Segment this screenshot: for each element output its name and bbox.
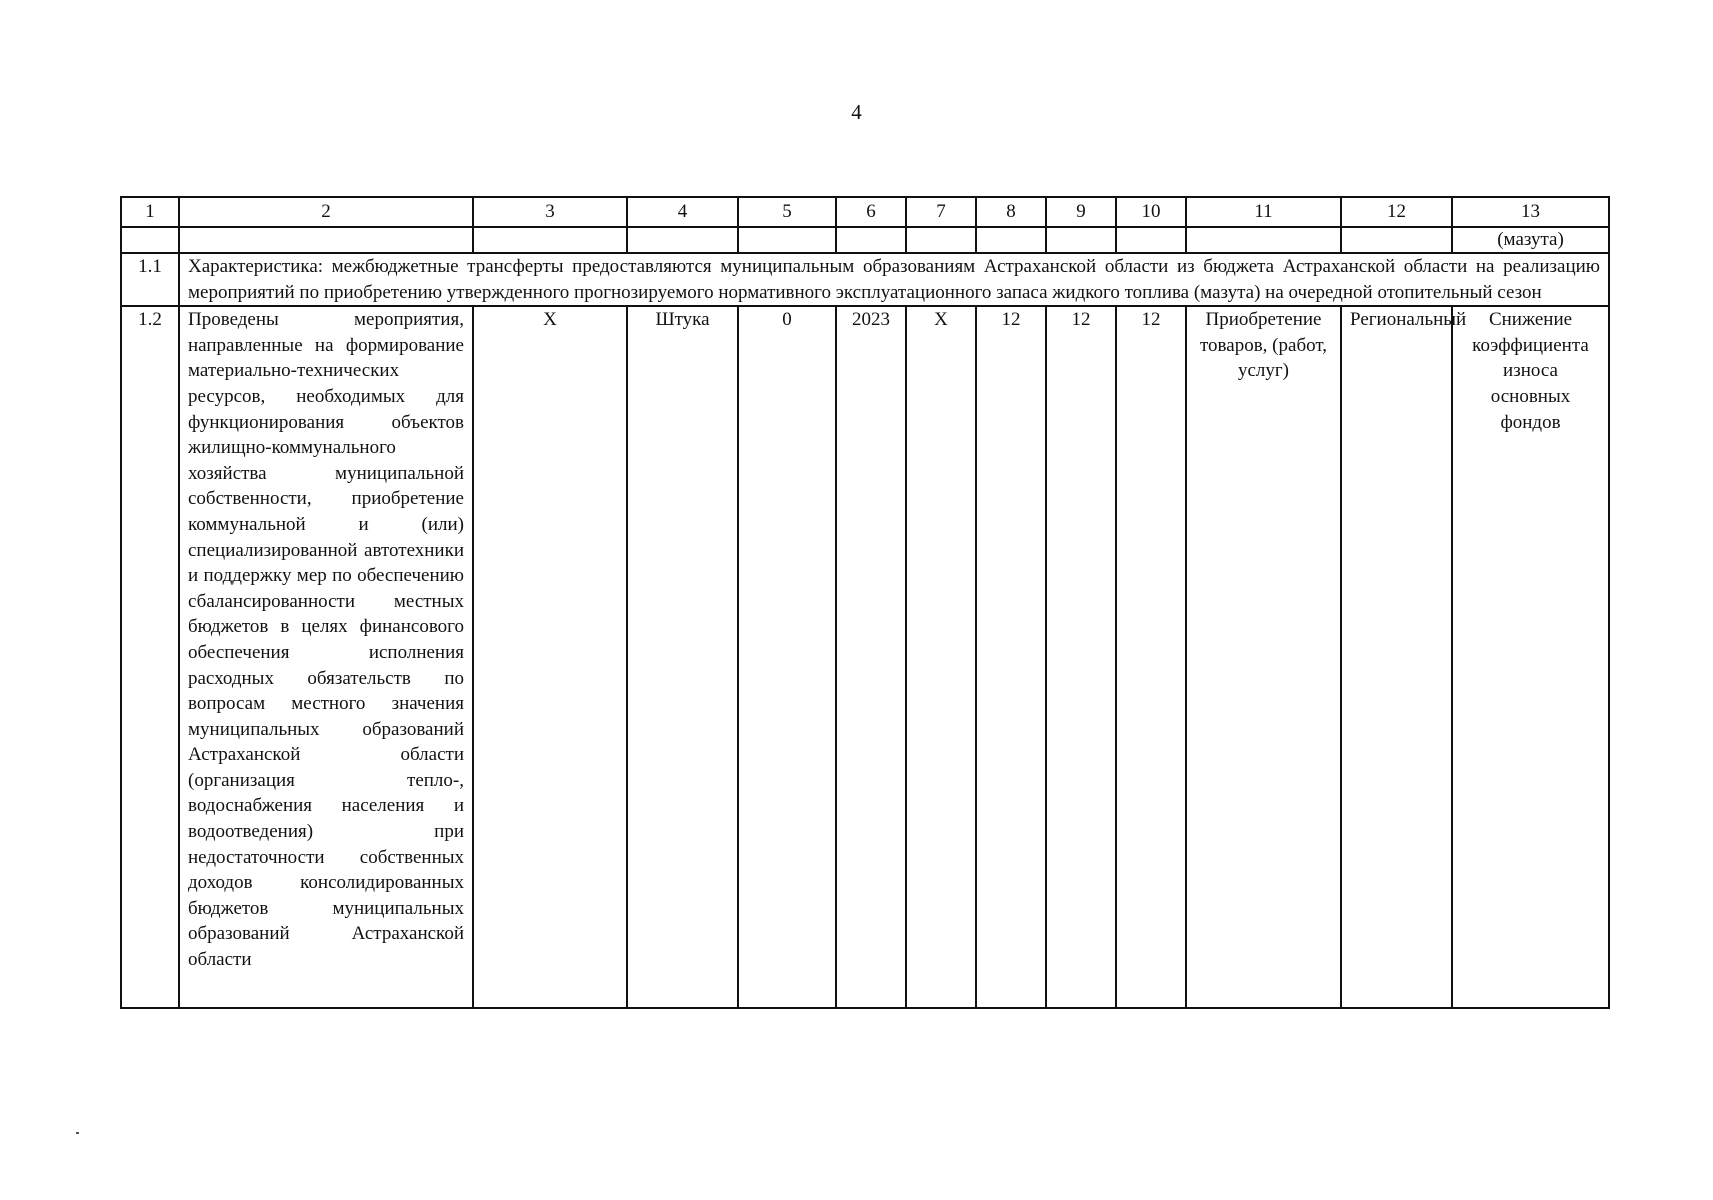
characteristic-number: 1.1 — [121, 253, 179, 306]
cont-cell-10 — [1116, 227, 1186, 253]
column-number-11: 11 — [1186, 197, 1341, 227]
item-row — [121, 306, 1609, 1008]
column-number-13: 13 — [1452, 197, 1609, 227]
column-number-7: 7 — [906, 197, 976, 227]
item-col9: 12 — [1046, 306, 1116, 1008]
continuation-row — [121, 227, 1609, 253]
cont-cell-4 — [627, 227, 738, 253]
scan-dot — [76, 1132, 79, 1134]
cont-cell-7 — [906, 227, 976, 253]
column-number-1: 1 — [121, 197, 179, 227]
item-base-value: 0 — [738, 306, 836, 1008]
column-number-5: 5 — [738, 197, 836, 227]
item-col3: Х — [473, 306, 627, 1008]
cont-cell-3 — [473, 227, 627, 253]
cont-cell-8 — [976, 227, 1046, 253]
cont-cell-6 — [836, 227, 906, 253]
item-col8: 12 — [976, 306, 1046, 1008]
item-col10: 12 — [1116, 306, 1186, 1008]
item-col7: Х — [906, 306, 976, 1008]
measures-table — [120, 196, 1610, 1009]
item-description: Проведены мероприятия, направленные на формирование материально-технических ресурсов, необходимых для функционирования объектов жилищно-коммунального хозяйства муниципальной собственности, приобретение коммунальной и (или) специализированной автотехники и поддержку мер по обеспечению сбалансированности местных бюджетов в целях финансового обеспечения исполнения расходных обязательств по вопросам местного значения муниципальных образований Астраханской области (организация тепло-, водоснабжения населения и водоотведения) при недостаточности собственных доходов консолидированных бюджетов муниципальных образований Астраханской области — [179, 306, 473, 1008]
item-unit: Штука — [627, 306, 738, 1008]
column-number-3: 3 — [473, 197, 627, 227]
item-result: Снижение коэффициента износа основных фондов — [1452, 306, 1609, 1008]
cont-cell-11 — [1186, 227, 1341, 253]
item-base-year: 2023 — [836, 306, 906, 1008]
item-type: Приобретение товаров, (работ, услуг) — [1186, 306, 1341, 1008]
item-number: 1.2 — [121, 306, 179, 1008]
cont-cell-2 — [179, 227, 473, 253]
column-number-8: 8 — [976, 197, 1046, 227]
cont-cell-9 — [1046, 227, 1116, 253]
item-level: Региональный — [1341, 306, 1452, 1008]
column-numbers-row — [121, 197, 1609, 227]
characteristic-row — [121, 253, 1609, 306]
column-number-10: 10 — [1116, 197, 1186, 227]
cont-cell-5 — [738, 227, 836, 253]
cont-cell-12 — [1341, 227, 1452, 253]
column-number-6: 6 — [836, 197, 906, 227]
continuation-text: (мазута) — [1452, 227, 1609, 253]
column-number-4: 4 — [627, 197, 738, 227]
cont-cell-1 — [121, 227, 179, 253]
characteristic-text: Характеристика: межбюджетные трансферты предоставляются муниципальным образованиям Астраханской области из бюджета Астраханской области на реализацию мероприятий по приобретению утвержденного прогнозируемого нормативного эксплуатационного запаса жидкого топлива (мазута) на очередной отопительный сезон — [179, 253, 1609, 306]
page-number: 4 — [851, 100, 862, 124]
column-number-2: 2 — [179, 197, 473, 227]
column-number-12: 12 — [1341, 197, 1452, 227]
column-number-9: 9 — [1046, 197, 1116, 227]
